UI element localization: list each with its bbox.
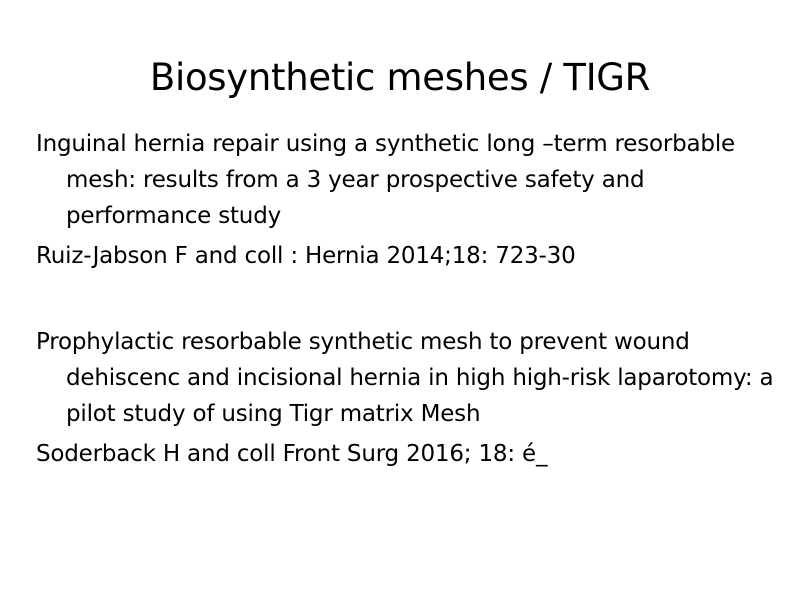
article-title: Prophylactic resorbable synthetic mesh to prevent wound dehiscenc and incisional hernia in high high-risk laparotomy: a pilot study of using Tigr matrix Mesh — [36, 329, 774, 427]
reference-block — [36, 324, 786, 472]
article-citation: Ruiz-Jabson F and coll : Hernia 2014;18: 723-30 — [36, 243, 576, 269]
slide-title: Biosynthetic meshes / TIGR — [149, 56, 651, 99]
article-citation: Soderback H and coll Front Surg 2016; 18: é_ — [36, 441, 548, 467]
slide-body — [36, 126, 786, 472]
article-title: Inguinal hernia repair using a synthetic long –term resorbable mesh: results from a 3 year prospective safety and performance study — [36, 131, 735, 229]
spacer — [36, 274, 786, 324]
reference-block — [36, 126, 786, 274]
